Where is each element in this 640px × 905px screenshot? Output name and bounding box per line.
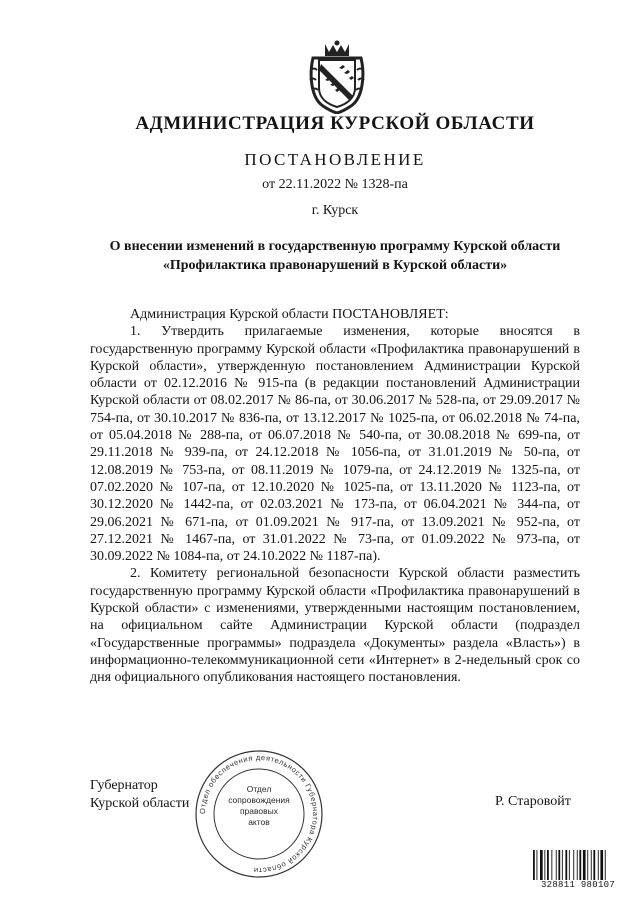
barcode-bar: [569, 850, 570, 880]
stamp-center-text: [228, 784, 290, 828]
stamp-line-3: правовых: [239, 806, 279, 816]
barcode-bar: [565, 850, 567, 880]
barcode-bar: [533, 850, 535, 880]
document-subject: О внесении изменений в государственную программу Курской области «Профилактика правонарушений в Курской области»: [109, 239, 561, 273]
barcode-bar: [551, 850, 552, 880]
barcode-bar: [605, 850, 606, 880]
barcode-icon: [533, 850, 623, 880]
barcode-bar: [537, 850, 538, 880]
signature-title-line2: Курской области: [90, 795, 190, 811]
barcode-bar: [577, 850, 578, 880]
barcode-bar: [547, 850, 549, 880]
body-paragraph-1: 1. Утвердить прилагаемые изменения, которые вносятся в государственную программу Курской области «Профилактика правонарушений в Курской области», утвержденную постановлением Администрации Курской области от 02.12.2016 № 915-па (в редакции постановлений Администрации Курской области от 08.02.2017 № 86-па, от 30.06.2017 № 528-па, от 29.09.2017 № 754-па, от 30.10.2017 № 836-па, от 13.12.2017 № 1025-па, от 06.02.2018 № 74-па, от 05.04.2018 № 288-па, от 06.07.2018 № 540-па, от 30.08.2018 № 699-па, от 29.11.2018 № 939-па, от 24.12.2018 № 1056-па, от 31.01.2019 № 50-па, от 12.08.2019 № 753-па, от 08.11.2019 № 1079-па, от 24.12.2019 № 1325-па, от 07.02.2020 № 107-па, от 12.10.2020 № 1025-па, от 13.11.2020 № 1123-па, от 30.12.2020 № 1442-па, от 02.03.2021 № 173-па, от 06.04.2021 № 344-па, от 29.06.2021 № 671-па, от 01.09.2021 № 917-па, от 13.09.2021 № 952-па, от 27.12.2021 № 1467-па, от 31.01.2022 № 73-па, от 01.09.2022 № 973-па, от 30.09.2022 № 1084-па, от 24.10.2022 № 1187-па).: [90, 324, 580, 565]
barcode-bar: [593, 850, 595, 880]
body-paragraph-2: 2. Комитету региональной безопасности Курской области разместить государственную программу Курской области «Профилактика правонарушений в Курской области» с изменениями, утвержденными настоящим постановлением, на официальном сайте Администрации Курской области (подраздел «Государственные программы» подраздела «Документы» раздела «Власть») в информационно-телекоммуникационной сети «Интернет» в 2-недельный срок со дня официального опубликования настоящего постановления.: [90, 566, 580, 686]
signature-title-line1: Губернатор: [90, 778, 158, 793]
stamp-line-2: сопровождения: [228, 795, 290, 805]
coat-of-arms-icon: [305, 40, 369, 114]
barcode-bar: [591, 850, 592, 880]
barcode-bar: [540, 850, 543, 880]
barcode-bar: [579, 850, 581, 880]
organization-title: АДМИНИСТРАЦИЯ КУРСКОЙ ОБЛАСТИ: [135, 113, 535, 134]
barcode-bar: [562, 850, 563, 880]
stamp-outer-text: Отдел обеспечения деятельности Губернатора Курской области: [197, 752, 321, 876]
document-date-number: от 22.11.2022 № 1328-па: [262, 177, 408, 192]
body-lead: Администрация Курской области ПОСТАНОВЛЯЕТ:: [130, 307, 449, 322]
barcode-bar: [573, 850, 574, 880]
barcode-bar: [598, 850, 599, 880]
barcode-number: 328811 980107: [540, 880, 616, 890]
barcode-bar: [600, 850, 603, 880]
barcode-bar: [544, 850, 545, 880]
document-type: ПОСТАНОВЛЕНИЕ: [244, 150, 426, 169]
barcode-bar: [587, 850, 588, 880]
stamp-line-4: актов: [248, 817, 270, 827]
barcode-bar: [583, 850, 586, 880]
document-place: г. Курск: [311, 203, 359, 218]
signature-name: Р. Старовойт: [495, 794, 571, 809]
document-body: [90, 306, 580, 687]
barcode-bar: [558, 850, 560, 880]
stamp-line-1: Отдел: [246, 784, 272, 794]
barcode-bar: [556, 850, 557, 880]
signature-title: [90, 777, 189, 812]
